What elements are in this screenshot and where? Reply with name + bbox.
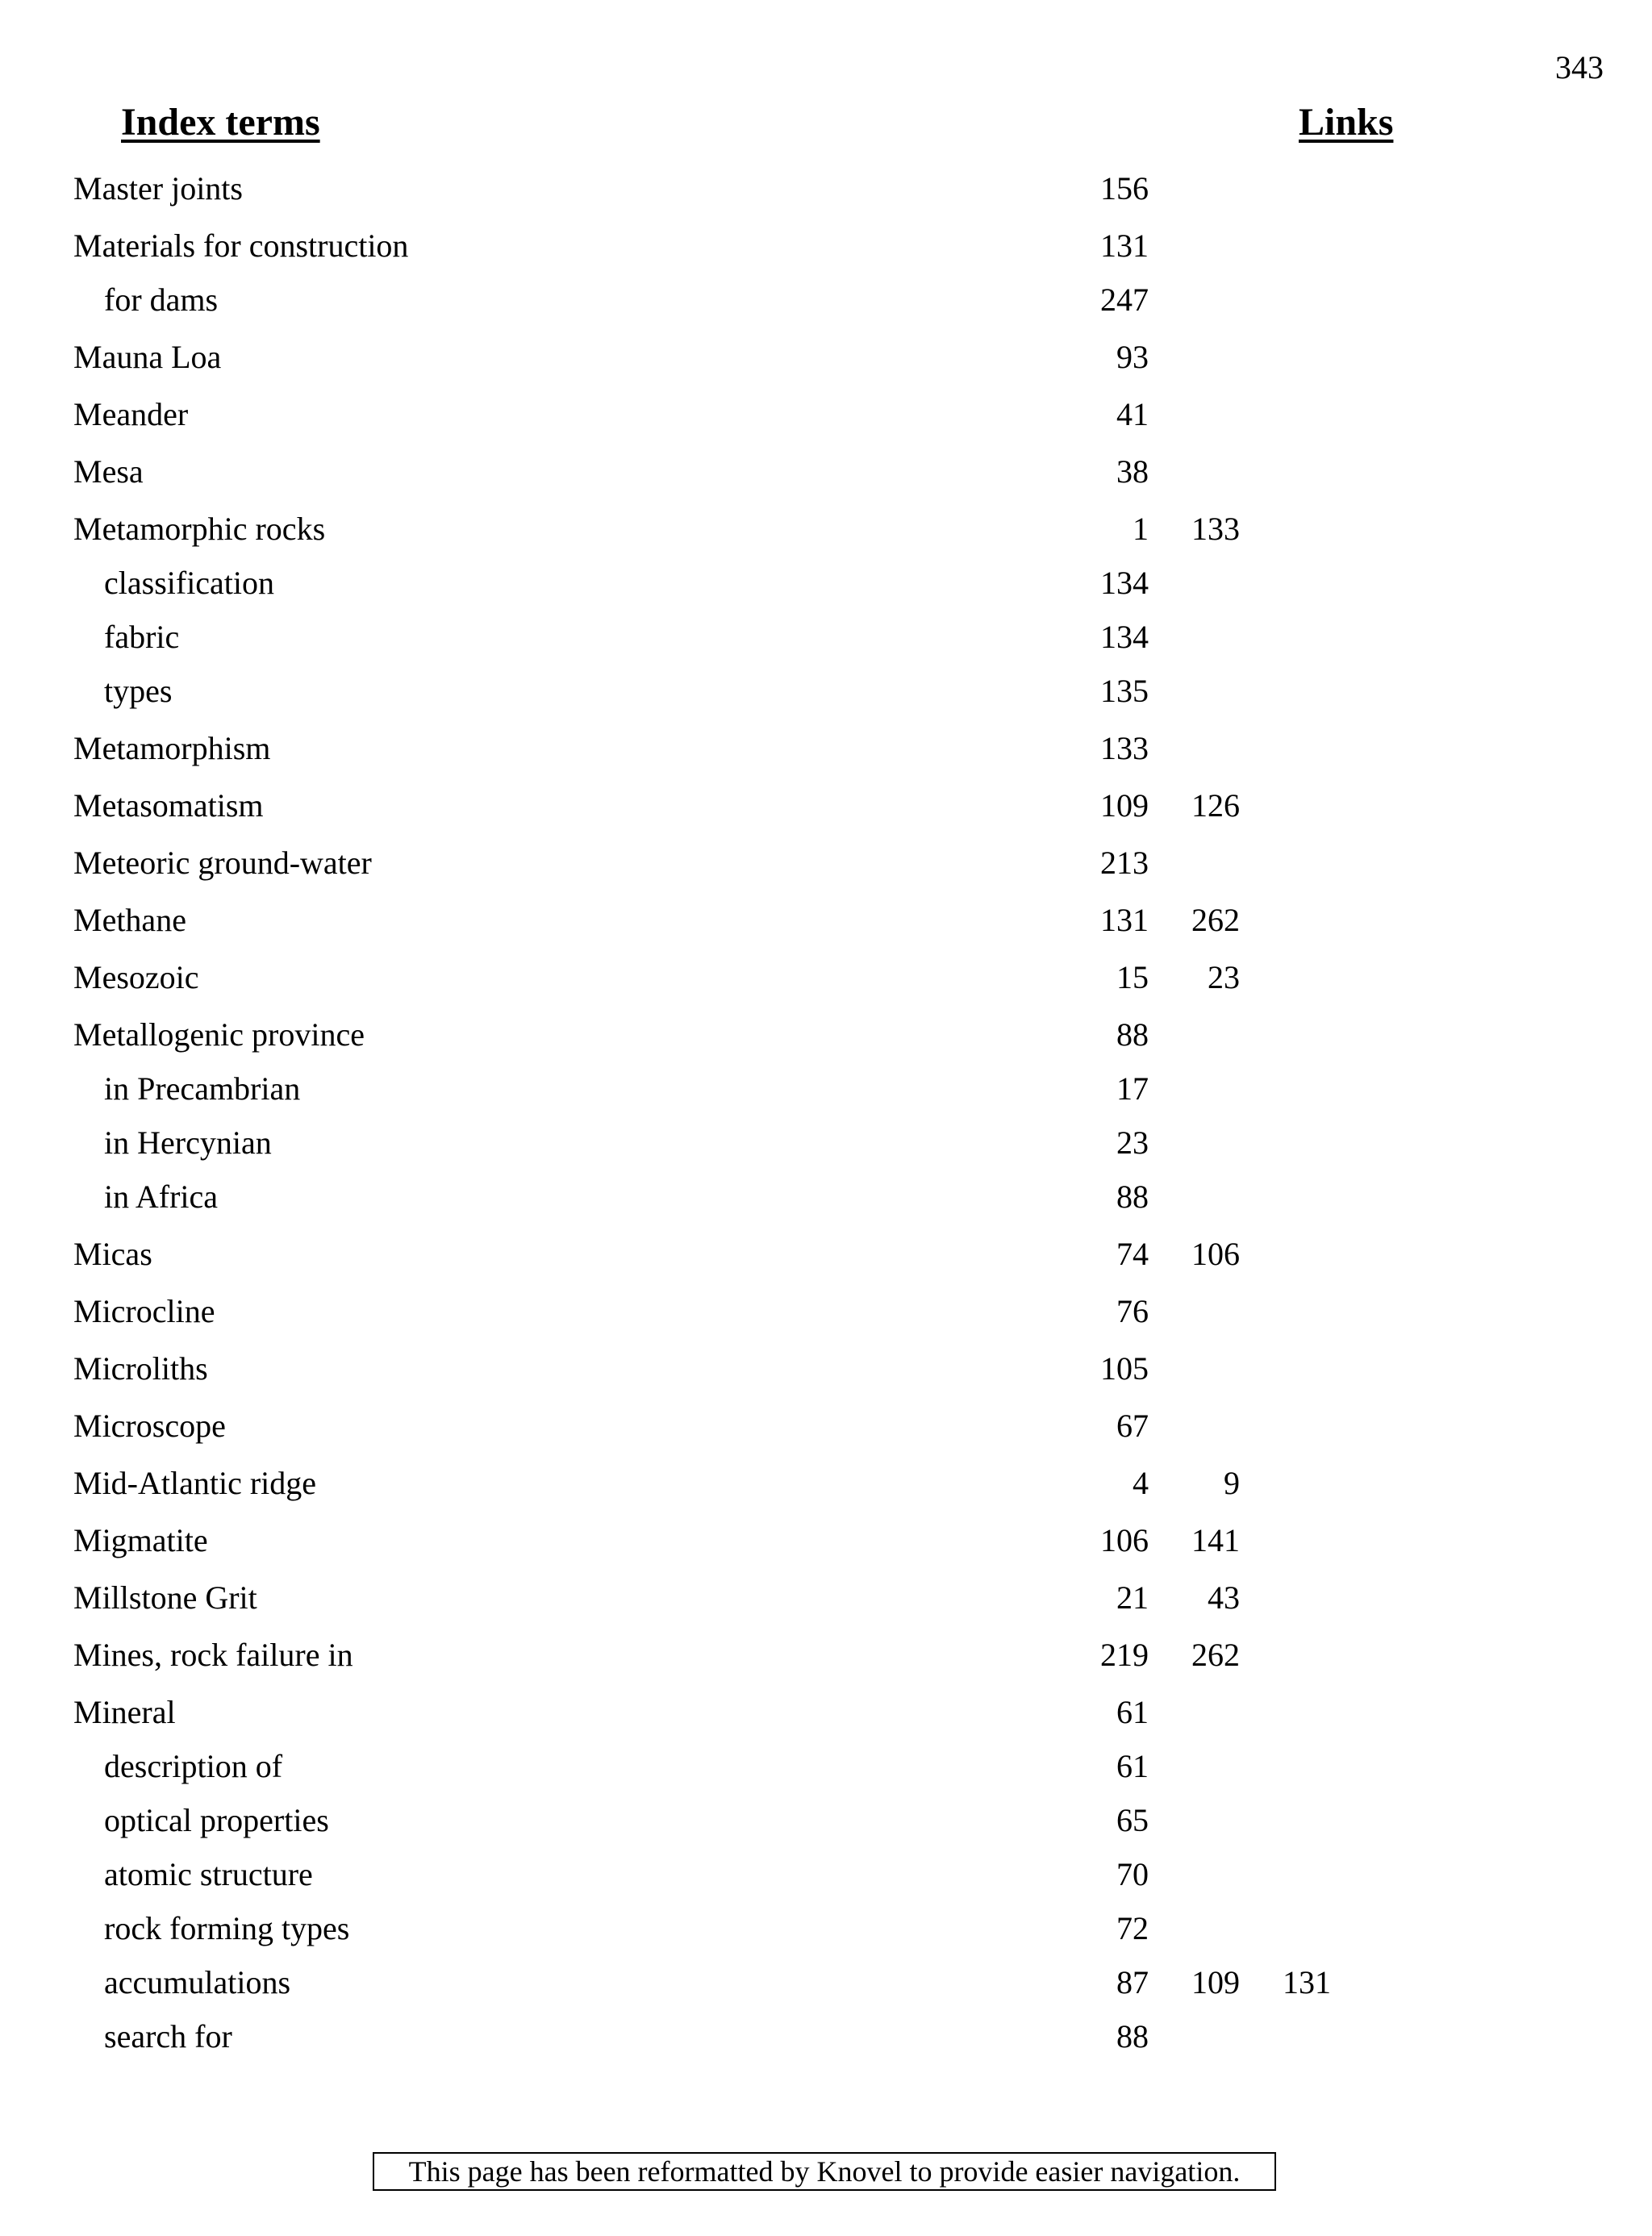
index-entry	[0, 1006, 1652, 1063]
index-term: Master joints	[73, 170, 243, 206]
index-term: Migmatite	[73, 1522, 208, 1558]
index-subentry	[0, 1171, 1652, 1225]
index-term: accumulations	[104, 1964, 291, 2000]
page-link[interactable]: 15	[1116, 959, 1149, 995]
page-link[interactable]: 38	[1116, 453, 1149, 490]
index-subentry	[0, 274, 1652, 328]
index-term: for dams	[104, 282, 219, 318]
page-link[interactable]: 109	[1100, 787, 1149, 824]
page-link[interactable]: 135	[1100, 673, 1149, 709]
index-term: Mid-Atlantic ridge	[73, 1465, 317, 1501]
page-link[interactable]: 156	[1100, 170, 1149, 206]
index-subentry	[0, 1741, 1652, 1795]
knovel-reformat-note: This page has been reformatted by Knovel to provide easier navigation.	[373, 2152, 1276, 2191]
index-term: description of	[104, 1748, 283, 1784]
index-entry	[0, 891, 1652, 949]
index-entry	[0, 777, 1652, 834]
index-term: in Africa	[104, 1178, 219, 1215]
index-term: Mineral	[73, 1694, 176, 1730]
index-term: Mauna Loa	[73, 339, 222, 375]
index-term: Mesa	[73, 453, 144, 490]
page-link[interactable]: 43	[1208, 1579, 1240, 1616]
index-term: Microliths	[73, 1350, 208, 1387]
page-link[interactable]: 23	[1208, 959, 1240, 995]
page-link[interactable]: 70	[1116, 1856, 1149, 1892]
page-link[interactable]: 262	[1191, 1637, 1240, 1673]
index-subentry	[0, 1903, 1652, 1957]
index-subentry	[0, 1117, 1652, 1171]
page-link[interactable]: 1	[1133, 511, 1149, 547]
index-term: Mines, rock failure in	[73, 1637, 353, 1673]
index-entry	[0, 169, 1652, 217]
page-link[interactable]: 131	[1100, 227, 1149, 264]
index-term: types	[104, 673, 173, 709]
index-term: Millstone Grit	[73, 1579, 257, 1616]
index-entry	[0, 1283, 1652, 1340]
page-link[interactable]: 23	[1116, 1124, 1149, 1161]
index-subentry	[0, 611, 1652, 665]
index-entry	[0, 1626, 1652, 1683]
index-entry	[0, 1512, 1652, 1569]
index-entry	[0, 328, 1652, 386]
index-subentry	[0, 1795, 1652, 1849]
index-term: atomic structure	[104, 1856, 313, 1892]
page-link[interactable]: 21	[1116, 1579, 1149, 1616]
index-terms-header: Index terms	[121, 101, 320, 144]
index-subentry	[0, 665, 1652, 720]
index-entry	[0, 1340, 1652, 1397]
index-subentry	[0, 2011, 1652, 2065]
page-link[interactable]: 88	[1116, 2018, 1149, 2055]
index-term: Mesozoic	[73, 959, 199, 995]
index-term: Micas	[73, 1236, 152, 1272]
index-term: in Precambrian	[104, 1070, 301, 1107]
page-link[interactable]: 109	[1191, 1964, 1240, 2000]
page-link[interactable]: 141	[1191, 1522, 1240, 1558]
page-link[interactable]: 134	[1100, 619, 1149, 655]
index-term: Meander	[73, 396, 189, 432]
index-entry	[0, 386, 1652, 443]
page-link[interactable]: 213	[1100, 845, 1149, 881]
index-term: classification	[104, 565, 275, 601]
page-link[interactable]: 67	[1116, 1408, 1149, 1444]
page-link[interactable]: 61	[1116, 1748, 1149, 1784]
index-term: search for	[104, 2018, 232, 2055]
page-link[interactable]: 65	[1116, 1802, 1149, 1838]
index-entry	[0, 1225, 1652, 1283]
index-entry	[0, 500, 1652, 557]
index-subentry	[0, 1957, 1652, 2011]
page-link[interactable]: 88	[1116, 1016, 1149, 1053]
page-link[interactable]: 131	[1100, 902, 1149, 938]
index-entry	[0, 834, 1652, 891]
index-term: Meteoric ground-water	[73, 845, 372, 881]
links-header: Links	[1299, 101, 1394, 144]
page-link[interactable]: 41	[1116, 396, 1149, 432]
page-link[interactable]: 4	[1133, 1465, 1149, 1501]
page-link[interactable]: 17	[1116, 1070, 1149, 1107]
index-term: in Hercynian	[104, 1124, 272, 1161]
index-term: Microcline	[73, 1293, 215, 1329]
index-term: Metasomatism	[73, 787, 264, 824]
page-link[interactable]: 247	[1100, 282, 1149, 318]
index-subentry	[0, 1849, 1652, 1903]
index-entry	[0, 1569, 1652, 1626]
index-entry	[0, 443, 1652, 500]
page-link[interactable]: 9	[1224, 1465, 1240, 1501]
page-link[interactable]: 93	[1116, 339, 1149, 375]
page-link[interactable]: 133	[1191, 511, 1240, 547]
page-link[interactable]: 87	[1116, 1964, 1149, 2000]
index-entry	[0, 1683, 1652, 1741]
page-link[interactable]: 126	[1191, 787, 1240, 824]
page-link[interactable]: 88	[1116, 1178, 1149, 1215]
page-link[interactable]: 105	[1100, 1350, 1149, 1387]
page-link[interactable]: 219	[1100, 1637, 1149, 1673]
index-term: Materials for construction	[73, 227, 409, 264]
page-link[interactable]: 131	[1283, 1964, 1331, 2000]
page-link[interactable]: 76	[1116, 1293, 1149, 1329]
page-link[interactable]: 134	[1100, 565, 1149, 601]
index-list	[0, 169, 1652, 2065]
page-link[interactable]: 106	[1100, 1522, 1149, 1558]
page-link[interactable]: 74	[1116, 1236, 1149, 1272]
index-term: fabric	[104, 619, 180, 655]
index-term: Microscope	[73, 1408, 226, 1444]
index-entry	[0, 949, 1652, 1006]
index-entry	[0, 217, 1652, 274]
page-number: 343	[1555, 49, 1604, 86]
page-link[interactable]: 61	[1116, 1694, 1149, 1730]
page-link[interactable]: 72	[1116, 1910, 1149, 1946]
index-term: optical properties	[104, 1802, 329, 1838]
index-term: Metamorphism	[73, 730, 271, 766]
page-link[interactable]: 106	[1191, 1236, 1240, 1272]
index-subentry	[0, 1063, 1652, 1117]
index-entry	[0, 720, 1652, 777]
index-subentry	[0, 557, 1652, 611]
index-term: Metallogenic province	[73, 1016, 365, 1053]
page-link[interactable]: 133	[1100, 730, 1149, 766]
index-entry	[0, 1397, 1652, 1454]
index-term: Metamorphic rocks	[73, 511, 326, 547]
index-entry	[0, 1454, 1652, 1512]
index-term: rock forming types	[104, 1910, 350, 1946]
page-link[interactable]: 262	[1191, 902, 1240, 938]
index-term: Methane	[73, 902, 186, 938]
